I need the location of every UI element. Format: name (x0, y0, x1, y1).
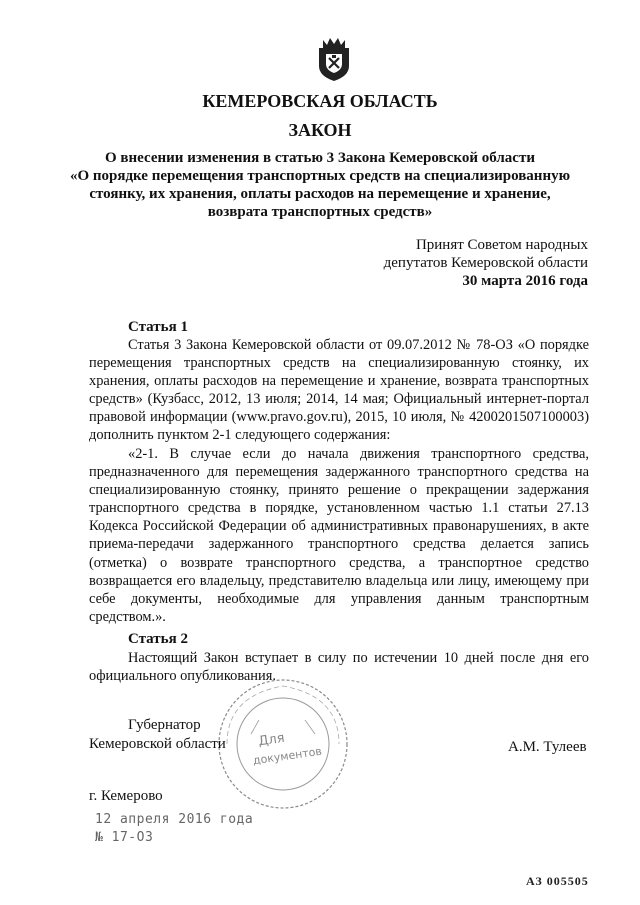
article1-paragraph: «2-1. В случае если до начала движения транспортного средства, предназначенного для перемещения задержанного транспортного средства на специализированную стоянку, принято решение о прекращении задержания транспортного средства в порядке, установленном частью 1.1 статьи 27.13 Кодекса Российской Федерации об административных правонарушениях, в акте приема-передачи задержанного транспортного средства делается запись (отметка) о возврате транспортного средства, а транспортное средство возвращается его владельцу, представителю владельца или лицу, имеющему при себе документы, необходимые для управления данным транспортным средством.». (89, 446, 589, 625)
law-title-line: стоянку, их хранения, оплаты расходов на перемещение и хранение, (89, 186, 551, 202)
signature-title-line2: Кемеровской области (89, 736, 226, 752)
svg-text:Для: Для (257, 730, 286, 750)
region-title: КЕМЕРОВСКАЯ ОБЛАСТЬ (202, 91, 438, 111)
article2-paragraph: Настоящий Закон вступает в силу по истечении 10 дней после дня его официального опубликования. (89, 650, 589, 685)
official-seal-stamp (215, 676, 351, 812)
document-type: ЗАКОН (288, 120, 352, 140)
adoption-date: 30 марта 2016 года (462, 273, 588, 289)
svg-text:документов: документов (252, 744, 323, 768)
law-title-line: О внесении изменения в статью 3 Закона Кемеровской области (105, 150, 535, 166)
scan-fragment-number: АЗ 005505 (526, 874, 589, 888)
adoption-line: Принят Советом народных (415, 237, 588, 253)
place-of-signing: г. Кемерово (89, 788, 163, 804)
adoption-block (384, 236, 588, 290)
coat-of-arms-icon (316, 36, 352, 82)
article1-paragraph: Статья 3 Закона Кемеровской области от 09.07.2012 № 78-ОЗ «О порядке перемещения транспортных средств на специализированную стоянку, их хранения, оплаты расходов на перемещение и хранение, возврата транспортных средств» (Кузбасс, 2012, 13 июля; 2014, 14 мая; Официальный интернет-портал правовой информации (www.pravo.gov.ru), 2015, 10 июля, № 4200201507100003) дополнить пунктом 2-1 следующего содержания: (89, 337, 589, 444)
signatory-name: А.М. Тулеев (508, 739, 587, 755)
adoption-line: депутатов Кемеровской области (383, 255, 588, 271)
article1-heading: Статья 1 (128, 319, 188, 335)
article2-heading: Статья 2 (128, 631, 188, 647)
law-title (0, 149, 640, 221)
stamped-date: 12 апреля 2016 года (95, 812, 254, 827)
law-title-line: «О порядке перемещения транспортных средств на специализированную (69, 168, 571, 184)
signature-title-line1: Губернатор (128, 717, 201, 733)
stamped-number: № 17-ОЗ (95, 830, 154, 845)
law-title-line: возврата транспортных средств» (207, 204, 433, 220)
